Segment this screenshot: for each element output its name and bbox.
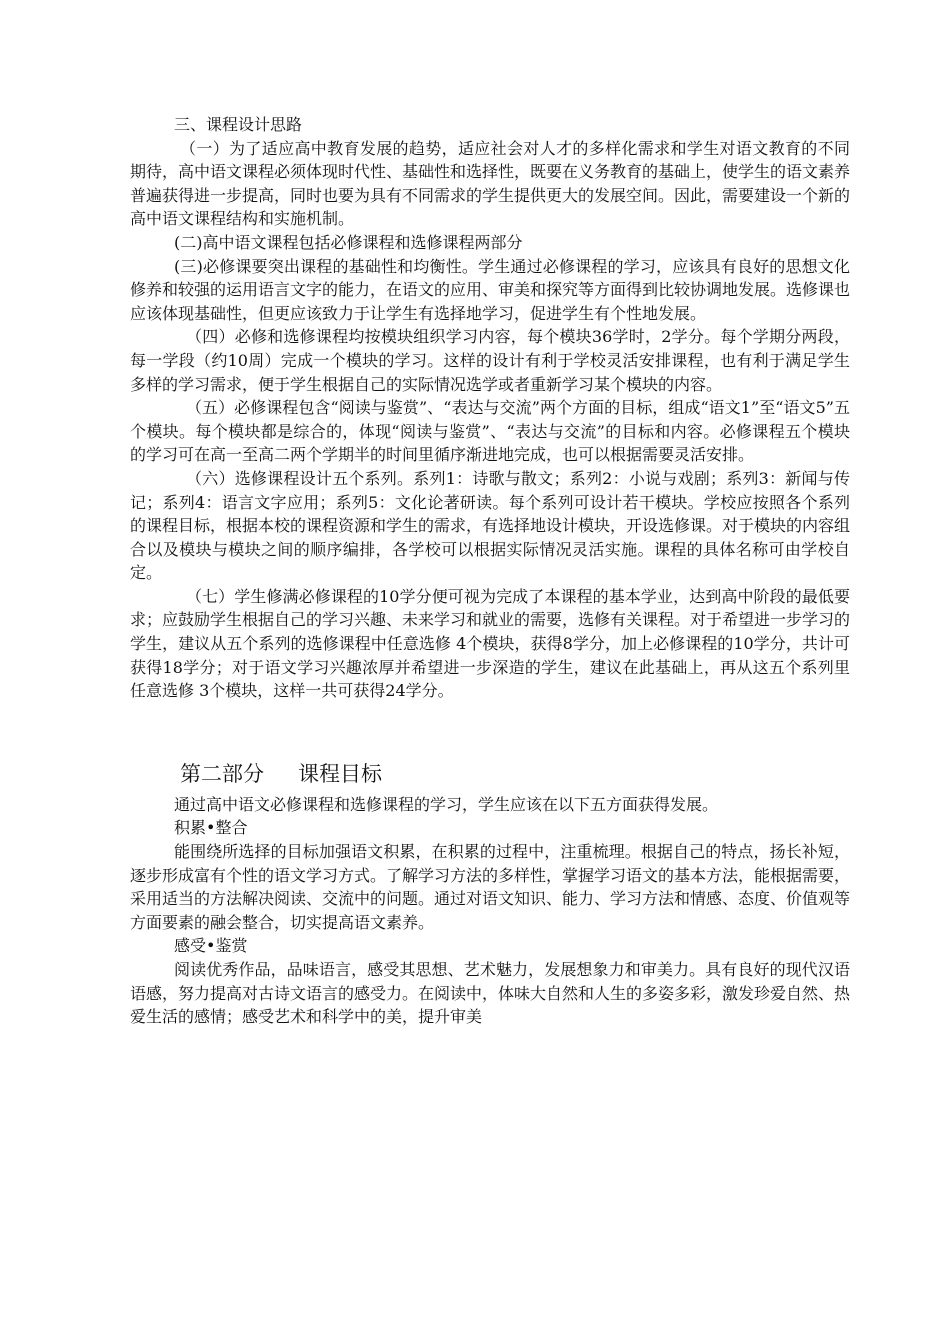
paragraph-4: （四）必修和选修课程均按模块组织学习内容，每个模块36学时，2学分。每个学期分两段，每一学段（约10周）完成一个模块的学习。这样的设计有利于学校灵活安排课程，也有利于满足学生多样的学习需求，便于学生根据自己的实际情况选学或者重新学习某个模块的内容。 [130,327,850,394]
paragraph-6: （六）选修课程设计五个系列。系列1：诗歌与散文；系列2：小说与戏剧；系列3：新闻与传记；系列4：语言文字应用；系列5：文化论著研读。每个系列可设计若干模块。学校应按照各个系列的课程目标，根据本校的课程资源和学生的需求，有选择地设计模块，开设选修课。对于模块的内容组合以及模块与模块之间的顺序编排，各学校可以根据实际情况灵活实施。课程的具体名称可由学校自定。 [130,468,851,583]
part-number: 第二部分 [180,761,264,786]
paragraph-appreciation: 阅读优秀作品，品味语言，感受其思想、艺术魅力，发展想象力和审美力。具有良好的现代汉语语感，努力提高对古诗文语言的感受力。在阅读中，体味大自然和人生的多姿多彩，激发珍爱自然、热爱生活的感情；感受艺术和科学中的美，提升审美 [130,960,851,1027]
paragraph-1: （一）为了适应高中教育发展的趋势，适应社会对人才的多样化需求和学生对语文教育的不同期待，高中语文课程必须体现时代性、基础性和选择性，既要在义务教育的基础上，使学生的语文素养普遍获得进一步提高，同时也要为具有不同需求的学生提供更大的发展空间。因此，需要建设一个新的高中语文课程结构和实施机制。 [130,138,851,229]
section-heading: 三、课程设计思路 [174,115,303,134]
part-title [130,759,850,789]
document-body [130,113,850,1029]
part-name: 课程目标 [298,761,382,786]
paragraph-7: （七）学生修满必修课程的10学分便可视为完成了本课程的基本学业，达到高中阶段的最低要求；应鼓励学生根据自己的学习兴趣、未来学习和就业的需要，选修有关课程。对于希望进一步学习的学生，建议从五个系列的选修课程中任意选修 4个模块，获得8学分，加上必修课程的10学分，共计可获得18学分；对于语文学习兴趣浓厚并希望进一步深造的学生，建议在此基础上，再从这五个系列里任意选修 3个模块，这样一共可获得24学分。 [130,586,851,701]
subheading-accumulation: 积累•整合 [174,818,248,838]
paragraph-2: (二)高中语文课程包括必修课程和选修课程两部分 [174,232,523,252]
paragraph-accumulation: 能围绕所选择的目标加强语文积累，在积累的过程中，注重梳理。根据自己的特点，扬长补短，逐步形成富有个性的语文学习方式。了解学习方法的多样性，掌握学习语文的基本方法，能根据需要，采用适当的方法解决阅读、交流中的问题。通过对语文知识、能力、学习方法和情感、态度、价值观等方面要素的融会整合，切实提高语文素养。 [130,842,851,932]
paragraph-5: （五）必修课程包含“阅读与鉴赏”、“表达与交流”两个方面的目标，组成“语文1”至“语文5”五个模块。每个模块都是综合的，体现“阅读与鉴赏”、“表达与交流”的目标和内容。必修课程五个模块的学习可在高一至高二两个学期半的时间里循序渐进地完成，也可以根据需要灵活安排。 [130,398,850,465]
subheading-appreciation: 感受•鉴赏 [174,936,248,956]
section-gap [130,703,850,759]
paragraph-3: (三)必修课要突出课程的基础性和均衡性。学生通过必修课程的学习，应该具有良好的思想文化修养和较强的运用语言文字的能力，在语文的应用、审美和探究等方面得到比较协调地发展。选修课也应该体现基础性，但更应该致力于让学生有选择地学习，促进学生有个性地发展。 [130,256,851,323]
part-intro: 通过高中语文必修课程和选修课程的学习，学生应该在以下五方面获得发展。 [174,794,719,814]
